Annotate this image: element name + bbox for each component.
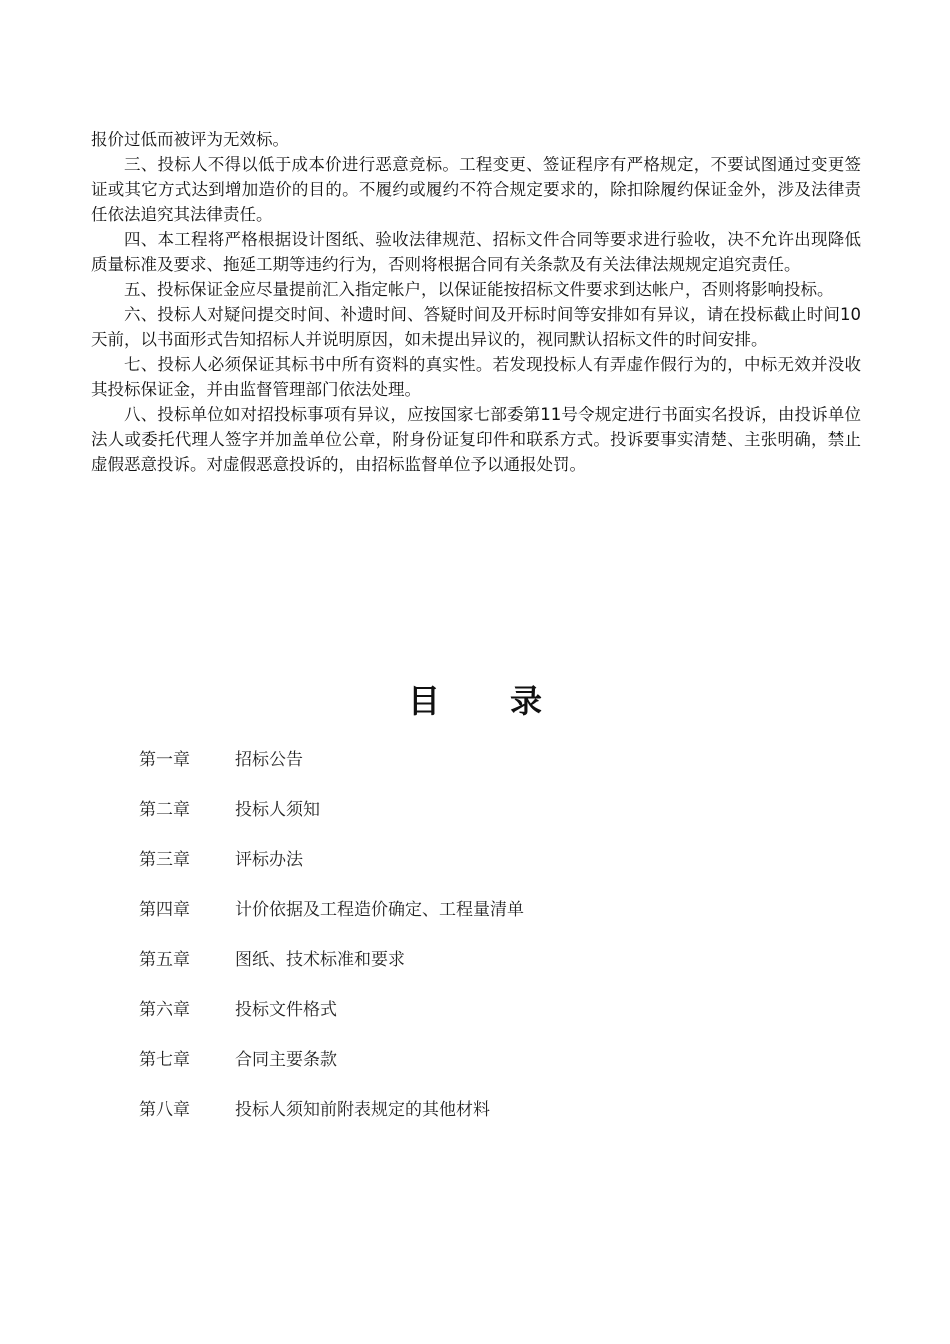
toc-item[interactable] <box>139 1046 839 1096</box>
toc-chapter: 第二章 <box>139 800 190 820</box>
paragraph-clause-7: 七、投标人必须保证其标书中所有资料的真实性。若发现投标人有弄虚作假行为的，中标无效并没收其投标保证金，并由监督管理部门依法处理。 <box>91 355 861 399</box>
toc-item[interactable] <box>139 796 839 846</box>
toc-item[interactable] <box>139 896 839 946</box>
toc-chapter-name: 投标人须知 <box>235 800 320 820</box>
toc-chapter: 第三章 <box>139 850 190 870</box>
toc-chapter: 第一章 <box>139 750 190 770</box>
paragraph-continuation: 报价过低而被评为无效标。 <box>91 130 289 149</box>
paragraph-clause-5: 五、投标保证金应尽量提前汇入指定帐户，以保证能按招标文件要求到达帐户，否则将影响投标。 <box>124 280 834 299</box>
toc-item[interactable] <box>139 846 839 896</box>
toc-chapter-name: 合同主要条款 <box>235 1050 337 1070</box>
toc-title <box>0 676 950 722</box>
toc-item[interactable] <box>139 996 839 1046</box>
toc-chapter-name: 评标办法 <box>235 850 303 870</box>
paragraph-clause-8: 八、投标单位如对招投标事项有异议，应按国家七部委第11号令规定进行书面实名投诉，由投诉单位法人或委托代理人签字并加盖单位公章，附身份证复印件和联系方式。投诉要事实清楚、主张明确，禁止虚假恶意投诉。对虚假恶意投诉的，由招标监督单位予以通报处罚。 <box>91 405 861 474</box>
paragraph-clause-6: 六、投标人对疑问提交时间、补遗时间、答疑时间及开标时间等安排如有异议，请在投标截止时间10天前，以书面形式告知招标人并说明原因，如未提出异议的，视同默认招标文件的时间安排。 <box>91 305 861 349</box>
toc-item[interactable] <box>139 746 839 796</box>
toc-chapter: 第七章 <box>139 1050 190 1070</box>
toc-item[interactable] <box>139 1096 839 1146</box>
toc-chapter: 第四章 <box>139 900 190 920</box>
toc-chapter-name: 招标公告 <box>235 750 303 770</box>
toc-chapter-name: 投标人须知前附表规定的其他材料 <box>235 1100 490 1120</box>
toc-chapter-name: 投标文件格式 <box>235 1000 337 1020</box>
toc-list <box>139 746 839 1146</box>
toc-chapter: 第五章 <box>139 950 190 970</box>
toc-chapter: 第六章 <box>139 1000 190 1020</box>
toc-title-left: 目 <box>407 682 440 720</box>
toc-chapter: 第八章 <box>139 1100 190 1120</box>
toc-item[interactable] <box>139 946 839 996</box>
body-text <box>91 127 861 477</box>
toc-chapter-name: 计价依据及工程造价确定、工程量清单 <box>235 900 524 920</box>
toc-title-right: 录 <box>510 682 543 720</box>
paragraph-clause-3: 三、投标人不得以低于成本价进行恶意竞标。工程变更、签证程序有严格规定，不要试图通过变更签证或其它方式达到增加造价的目的。不履约或履约不符合规定要求的，除扣除履约保证金外，涉及法律责任依法追究其法律责任。 <box>91 155 861 224</box>
toc-chapter-name: 图纸、技术标准和要求 <box>235 950 405 970</box>
paragraph-clause-4: 四、本工程将严格根据设计图纸、验收法律规范、招标文件合同等要求进行验收，决不允许出现降低质量标准及要求、拖延工期等违约行为，否则将根据合同有关条款及有关法律法规规定追究责任。 <box>91 230 861 274</box>
